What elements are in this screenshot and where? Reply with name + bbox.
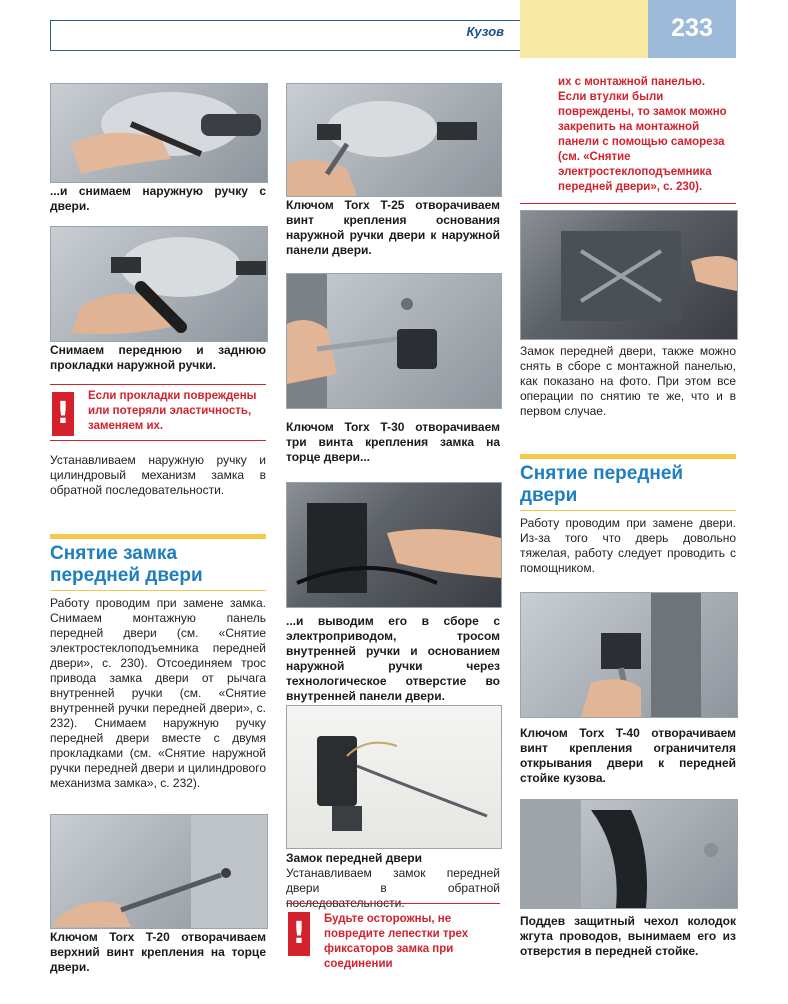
- header-rule-left: [50, 20, 51, 51]
- warning-icon: !: [52, 392, 74, 436]
- section-bar-lock: [50, 534, 266, 539]
- warning-gaskets: Если прокладки повреждены или потеряли эластичность, заменяем их.: [88, 390, 257, 432]
- section-rule-lock: [50, 590, 266, 591]
- caption-handle-removal: ...и снимаем наружную ручку с двери.: [50, 184, 266, 213]
- caption-lock-extraction: ...и выводим его в сборе с электроприводом, тросом внутренней ручки и основанием наружной ручки через технологическое отверстие во внутренней панели двери.: [286, 614, 500, 703]
- photo-torx-t25: [286, 83, 502, 197]
- section-rule-door: [520, 510, 736, 511]
- photo-lock-with-panel: [520, 210, 738, 340]
- photo-wiring-boot: [520, 799, 738, 909]
- caption-wiring-boot: Поддев защитный чехол колодок жгута проводов, вынимаем его из отверстия в передней стойке.: [520, 914, 736, 958]
- photo-gaskets: [50, 226, 268, 342]
- warning-fixators: Будьте осторожны, не повредите лепестки трех фиксаторов замка при соединении: [324, 913, 469, 970]
- caption-gaskets: Снимаем переднюю и заднюю прокладки наружной ручки.: [50, 343, 266, 372]
- photo-lock-extraction: [286, 482, 502, 608]
- warning-rule-top: [50, 384, 266, 385]
- photo-door-lock: [286, 705, 502, 849]
- photo-torx-t40: [520, 592, 738, 718]
- warning-cont-rule: [520, 203, 736, 204]
- header-rule-top: [50, 20, 520, 21]
- caption-door-lock-text: Устанавливаем замок передней двери в обратной последовательности.: [286, 866, 500, 910]
- caption-torx-t40: Ключом Torx T-40 отворачиваем винт крепления ограничителя открывания двери к передней стойке кузова.: [520, 726, 736, 785]
- section-bar-door: [520, 454, 736, 459]
- caption-torx-t25: Ключом Torx T-25 отворачиваем винт крепления основания наружной ручки двери к наружной панели двери.: [286, 198, 500, 257]
- warning2-rule: [286, 903, 500, 904]
- header-yellow-strip: [520, 0, 648, 58]
- section-title-lock: Снятие замка передней двери: [50, 543, 203, 586]
- warning2-icon: !: [288, 912, 310, 956]
- photo-torx-t30: [286, 273, 502, 409]
- door-removal-text: Работу проводим при замене двери. Из-за того что дверь довольно тяжелая, работу следует проводить с помощником.: [520, 516, 736, 575]
- section-title-door: Снятие передней двери: [520, 463, 684, 506]
- caption-door-lock-title: Замок передней двери: [286, 851, 422, 865]
- caption-torx-t30: Ключом Torx T-30 отворачиваем три винта крепления замка на торце двери...: [286, 420, 500, 464]
- lock-removal-text: Работу проводим при замене замка. Снимаем монтажную панель передней двери (см. «Снятие электростеклоподъемника передней двери», с. 230). Отсоединяем трос привода замка двери от рычага внутренней ручки (см. «Снятие внутренней ручки передней двери», с. 232). Снимаем наружную ручку передней двери вместе с двумя прокладками (см. «Снятие наружной ручки передней двери и цилиндрового механизма замка», с. 232).: [50, 596, 266, 790]
- install-handle-text: Устанавливаем наружную ручку и цилиндровый механизм замка в обратной последовательности.: [50, 453, 266, 497]
- photo-torx-t20: [50, 814, 268, 929]
- warning-fixators-continued: их с монтажной панелью. Если втулки были повреждены, то замок можно закрепить на монтажной панели с помощью самореза (см. «Снятие электростеклоподъемника передней двери», с. 230).: [558, 76, 727, 193]
- section-name: Кузов: [466, 24, 504, 39]
- header-rule-bottom: [50, 50, 520, 51]
- caption-torx-t20: Ключом Torx T-20 отворачиваем верхний винт крепления на торце двери.: [50, 930, 266, 974]
- caption-lock-with-panel: Замок передней двери, также можно снять в сборе с монтажной панелью, как показано на фото. При этом все операции по снятию те же, что и в первом случае.: [520, 344, 736, 418]
- page-number: 233: [671, 14, 713, 42]
- photo-handle-removal: [50, 83, 268, 183]
- warning-rule-bottom: [50, 440, 266, 441]
